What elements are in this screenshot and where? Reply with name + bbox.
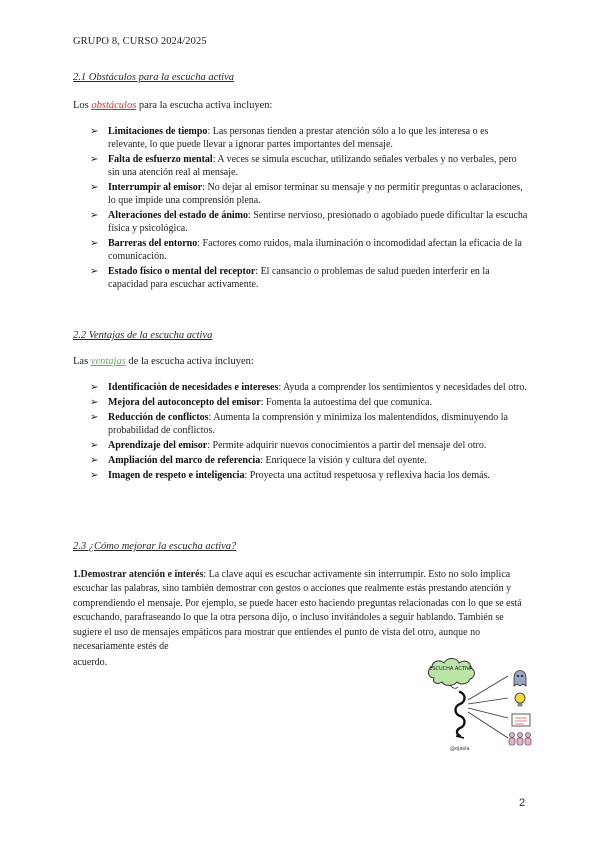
ghost-icon [514, 671, 526, 687]
item-text: : Aumenta la comprensión y minimiza los malentendidos, disminuyendo la probabilidad de conflictos. [108, 412, 508, 436]
active-listening-illustration [420, 656, 542, 754]
arrow-bullet-icon: ➢ [90, 470, 99, 481]
advantages-list [90, 381, 530, 484]
item-text: : A veces se simula escuchar, utilizando señales verbales y no verbales, pero sin una atención real al mensaje. [108, 154, 517, 178]
arrow-bullet-icon: ➢ [90, 154, 99, 165]
section-title-advantages: 2.2 Ventajas de la escucha activa [73, 330, 213, 341]
item-text: : Factores como ruidos, mala iluminación o incomodidad afectan la eficacia de la comunicación. [108, 238, 522, 262]
list-item [90, 469, 530, 482]
item-text: : Sentirse nervioso, presionado o agobiado puede dificultar la escucha física y psicológica. [108, 210, 528, 234]
arrow-bullet-icon: ➢ [90, 266, 99, 277]
improve-paragraph-end: acuerdo. [73, 657, 108, 668]
list-item [90, 439, 530, 452]
item-term: Barreras del entorno [108, 238, 198, 249]
item-text: : Ayuda a comprender los sentimientos y necesidades del otro. [278, 382, 527, 393]
keyword-obstacles: obstáculos [91, 100, 137, 111]
section-title-improve: 2.3 ¿Cómo mejorar la escucha activa? [73, 541, 237, 552]
cloud-label: ESCUCHA ACTIVA [429, 666, 473, 672]
item-term: Interrumpir al emisor [108, 182, 203, 193]
item-term: Mejora del autoconcepto del emisor [108, 397, 261, 408]
arrow-bullet-icon: ➢ [90, 210, 99, 221]
item-term: Ampliación del marco de referencia [108, 455, 261, 466]
paragraph-text: : La clave aquí es escuchar activamente sin interrumpir. Esto no solo implica escuchar las palabras, sino también demostrar con gestos o acciones que realmente estás prestando atención y comprendiendo el mensaje. Por ejemplo, se puede hacer esto haciendo preguntas relacionadas con lo que se está escuchando, parafraseando lo que la otra persona dijo, o incluso invitándoles a seguir hablando. También se sugiere el uso de mensajes empáticos para mostrar que entiendes el punto de vista del otro, aunque no necesariamente estés de [73, 569, 522, 653]
item-term: Limitaciones de tiempo [108, 126, 208, 137]
item-text: : Permite adquirir nuevos conocimientos a partir del mensaje del otro. [207, 440, 487, 451]
list-item [90, 454, 530, 467]
item-term: Alteraciones del estado de ánimo [108, 210, 248, 221]
item-text: : Enriquece la visión y cultura del oyente. [260, 455, 427, 466]
item-term: Aprendizaje del emisor [108, 440, 208, 451]
arrow-bullet-icon: ➢ [90, 238, 99, 249]
list-item [90, 125, 530, 151]
lightbulb-icon [515, 693, 525, 706]
list-item [90, 209, 530, 235]
item-text: : Fomenta la autoestima del que comunica. [260, 397, 433, 408]
arrows-icon [468, 676, 508, 738]
intro-text: Los [73, 100, 92, 111]
arrow-bullet-icon: ➢ [90, 397, 99, 408]
list-item [90, 181, 530, 207]
item-text: : El cansancio o problemas de salud pueden interferir en la capacidad para escuchar activamente. [108, 266, 490, 290]
item-text: : No dejar al emisor terminar su mensaje y no permitir preguntas o aclaraciones, lo que impide una comprensión plena. [108, 182, 523, 206]
illustration-signature: @ojesla [450, 746, 470, 752]
arrow-bullet-icon: ➢ [90, 455, 99, 466]
obstacles-list [90, 125, 530, 293]
keyword-advantages: ventajas [90, 356, 126, 367]
arrow-bullet-icon: ➢ [90, 440, 99, 451]
item-term: Estado físico o mental del receptor [108, 266, 256, 277]
item-text: : Las personas tienden a prestar atención sólo a lo que les interesa o es relevante, lo que puede llevar a ignorar partes importantes del mensaje. [108, 126, 489, 150]
paragraph-term: 1.Demostrar atención e interés [73, 569, 204, 580]
list-item [90, 237, 530, 263]
arrow-bullet-icon: ➢ [90, 182, 99, 193]
list-item [90, 396, 530, 409]
section-title-obstacles: 2.1 Obstáculos para la escucha activa [73, 72, 234, 83]
item-term: Reducción de conflictos [108, 412, 209, 423]
arrow-bullet-icon: ➢ [90, 382, 99, 393]
arrow-bullet-icon: ➢ [90, 126, 99, 137]
intro-text: Las [73, 356, 91, 367]
item-term: Falta de esfuerzo mental [108, 154, 213, 165]
item-text: : Proyecta una actitud respetuosa y reflexiva hacia los demás. [244, 470, 490, 481]
intro-text: para la escucha activa incluyen: [136, 100, 273, 111]
section-intro-obstacles [73, 100, 272, 111]
page-number: 2 [519, 797, 526, 809]
listener-figure-icon [456, 692, 465, 738]
intro-text: de la escucha activa incluyen: [125, 356, 254, 367]
item-term: Imagen de respeto e inteligencia [108, 470, 245, 481]
arrow-bullet-icon: ➢ [90, 412, 99, 423]
improve-paragraph [73, 568, 527, 654]
section-intro-advantages [73, 356, 254, 367]
list-item [90, 381, 530, 394]
list-item [90, 411, 530, 437]
people-group-icon [509, 733, 531, 746]
page-header: GRUPO 8, CURSO 2024/2025 [73, 36, 207, 47]
list-item [90, 153, 530, 179]
item-term: Identificación de necesidades e intereses [108, 382, 279, 393]
list-item [90, 265, 530, 291]
document-icon [512, 714, 530, 726]
